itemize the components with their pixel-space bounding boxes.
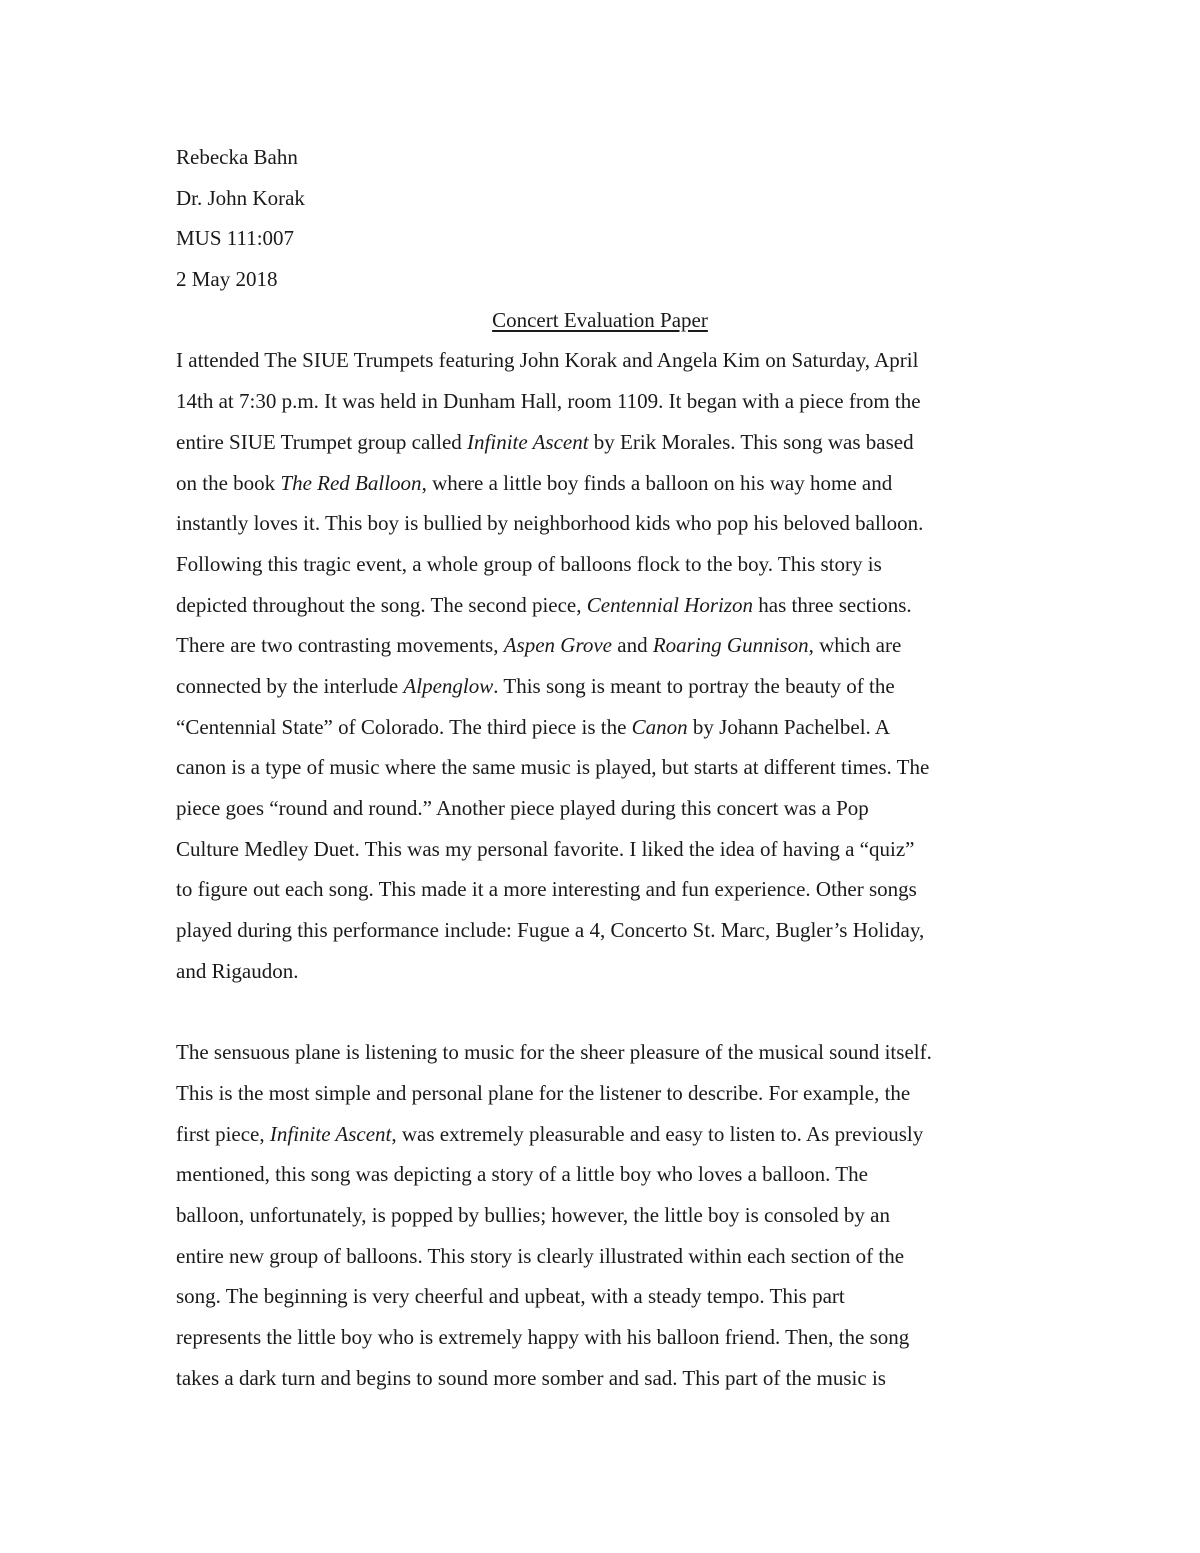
page-title: Concert Evaluation Paper	[492, 307, 708, 332]
text-run: has three sections.	[753, 592, 912, 617]
paragraph-line	[176, 585, 1026, 626]
paragraph-line: and Rigaudon.	[176, 958, 299, 983]
work-title: Alpenglow	[403, 673, 494, 698]
text-run: connected by the interlude	[176, 673, 404, 698]
text-run: , where a little boy finds a balloon on his way home and	[421, 470, 893, 495]
instructor-name: Dr. John Korak	[176, 185, 305, 210]
paper-date: 2 May 2018	[176, 267, 278, 292]
text-run: “Centennial State” of Colorado. The third piece is the	[176, 714, 632, 739]
paragraph-1	[176, 340, 1026, 991]
paragraph-line	[176, 707, 1026, 748]
text-run: and	[612, 633, 653, 658]
text-run: depicted throughout the song. The second piece,	[176, 592, 587, 617]
author-name: Rebecka Bahn	[176, 145, 298, 169]
text-run: entire SIUE Trumpet group called	[176, 429, 468, 454]
paragraph-line: I attended The SIUE Trumpets featuring John Korak and Angela Kim on Saturday, April	[176, 348, 919, 373]
work-title: Canon	[631, 714, 688, 739]
text-run: by Johann Pachelbel. A	[687, 714, 891, 739]
paragraph-line: Culture Medley Duet. This was my personal favorite. I liked the idea of having a “quiz”	[176, 836, 915, 861]
text-run: , which are	[808, 633, 902, 658]
paragraph-line	[176, 666, 1026, 707]
paragraph-line: piece goes “round and round.” Another piece played during this concert was a Pop	[176, 796, 869, 820]
paragraph-line: instantly loves it. This boy is bullied by neighborhood kids who pop his beloved balloon.	[176, 511, 924, 536]
work-title: The Red Balloon	[280, 470, 422, 495]
text-run: first piece,	[176, 1121, 270, 1146]
paragraph-line	[176, 463, 1026, 504]
work-title: Infinite Ascent	[269, 1121, 392, 1146]
paragraph-spacer	[176, 991, 1026, 1032]
work-title: Roaring Gunnison	[652, 633, 809, 658]
paragraph-2	[176, 1032, 1026, 1398]
paragraph-line: entire new group of balloons. This story is clearly illustrated within each section of the	[176, 1243, 905, 1268]
paragraph-line	[176, 625, 1026, 666]
text-run: . This song is meant to portray the beauty of the	[493, 673, 895, 698]
page-title-line	[176, 300, 1024, 341]
text-run: , was extremely pleasurable and easy to listen to. As previously	[391, 1121, 924, 1146]
paragraph-line	[176, 1114, 1026, 1155]
paragraph-line: song. The beginning is very cheerful and upbeat, with a steady tempo. This part	[176, 1284, 845, 1309]
paragraph-line	[176, 422, 1026, 463]
paragraph-line: 14th at 7:30 p.m. It was held in Dunham Hall, room 1109. It began with a piece from the	[176, 389, 921, 414]
paragraph-line: canon is a type of music where the same music is played, but starts at different times. The	[176, 755, 930, 780]
paragraph-line: represents the little boy who is extremely happy with his balloon friend. Then, the song	[176, 1324, 910, 1349]
text-run: on the book	[176, 470, 281, 495]
paragraph-line: The sensuous plane is listening to music for the sheer pleasure of the musical sound itself.	[176, 1040, 932, 1065]
paragraph-line: to figure out each song. This made it a more interesting and fun experience. Other songs	[176, 877, 917, 902]
document-body	[176, 137, 1026, 1398]
paragraph-line: Following this tragic event, a whole group of balloons flock to the boy. This story is	[176, 551, 882, 576]
course-code: MUS 111:007	[176, 226, 295, 251]
text-run: by Erik Morales. This song was based	[588, 429, 914, 454]
paragraph-line: takes a dark turn and begins to sound more somber and sad. This part of the music is	[176, 1365, 886, 1390]
paragraph-line: balloon, unfortunately, is popped by bullies; however, the little boy is consoled by an	[176, 1202, 890, 1227]
paragraph-line: played during this performance include: Fugue a 4, Concerto St. Marc, Bugler’s Holiday,	[176, 918, 925, 943]
work-title: Aspen Grove	[503, 633, 613, 658]
text-run: There are two contrasting movements,	[176, 633, 504, 658]
paragraph-line: This is the most simple and personal plane for the listener to describe. For example, the	[176, 1080, 911, 1105]
work-title: Centennial Horizon	[586, 592, 754, 617]
work-title: Infinite Ascent	[467, 429, 589, 454]
paragraph-line: mentioned, this song was depicting a story of a little boy who loves a balloon. The	[176, 1162, 868, 1187]
